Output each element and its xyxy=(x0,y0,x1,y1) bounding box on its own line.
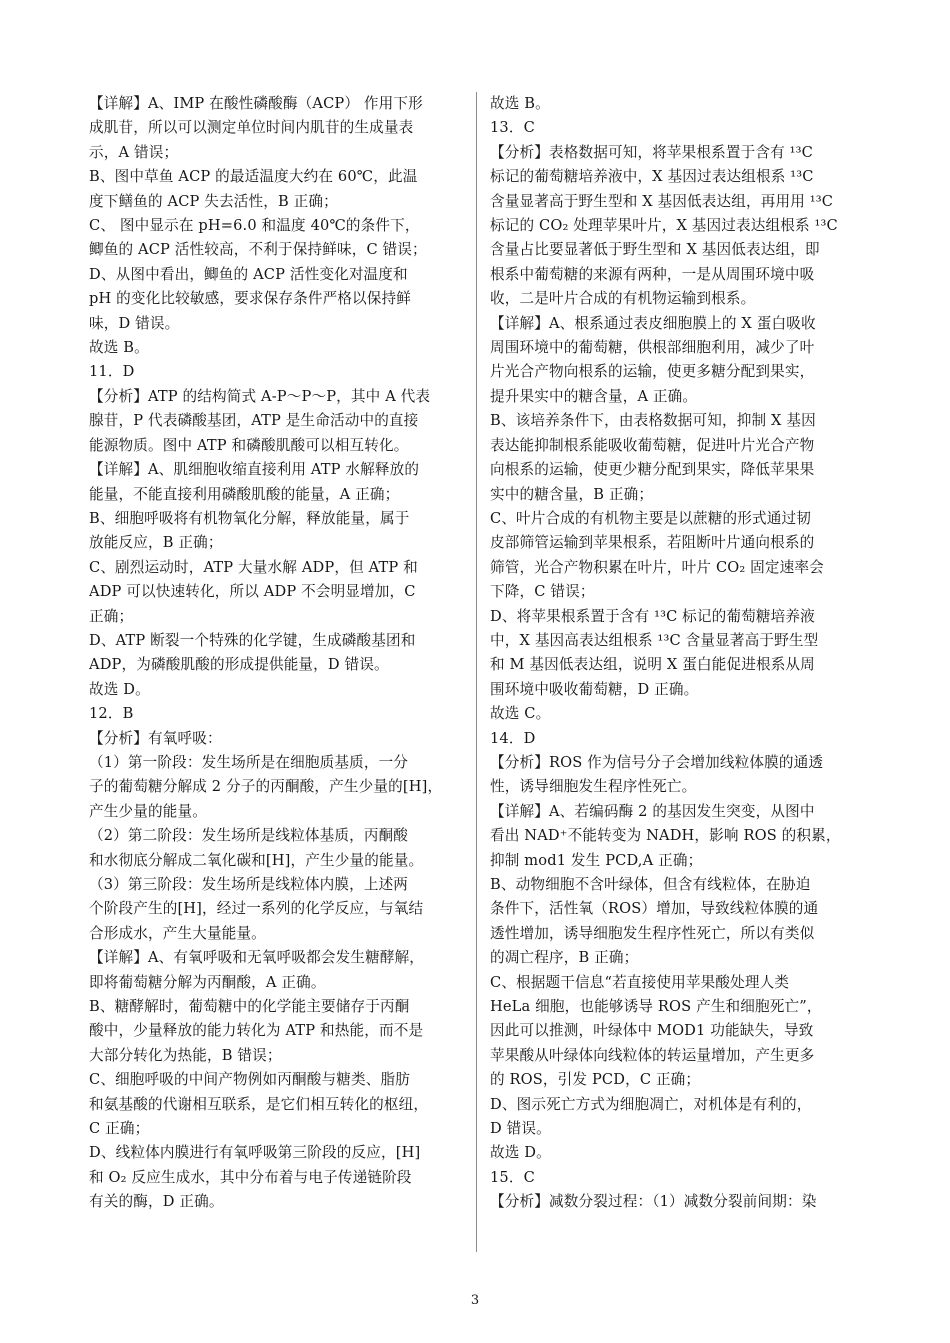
text-line: 周围环境中的葡萄糖，供根部细胞利用，减少了叶 xyxy=(490,339,815,357)
text-line: C、细胞呼吸的中间产物例如丙酮酸与糖类、脂肪 xyxy=(89,1071,410,1089)
text-line: 条件下，活性氧（ROS）增加，导致线粒体膜的通 xyxy=(490,900,819,918)
text-line: 故选 B。 xyxy=(89,339,149,357)
text-line: 故选 B。 xyxy=(490,95,550,112)
text-line: 正确； xyxy=(89,607,134,625)
text-line: D 错误。 xyxy=(490,1120,551,1138)
text-line: 产生少量的能量。 xyxy=(89,802,207,820)
text-line: 鲫鱼的 ACP 活性较高，不利于保持鲜味，C 错误； xyxy=(89,241,427,259)
text-line: B、糖酵解时，葡萄糖中的化学能主要储存于丙酮 xyxy=(89,998,410,1016)
text-line: 片光合产物向根系的运输，使更多糖分配到果实， xyxy=(490,363,815,381)
text-line: C、 图中显示在 pH=6.0 和温度 40℃的条件下， xyxy=(89,217,420,235)
text-line: ADP 可以快速转化，所以 ADP 不会明显增加，C xyxy=(89,583,416,601)
text-line: 故选 C。 xyxy=(490,705,551,723)
text-line: ADP，为磷酸肌酸的形成提供能量，D 错误。 xyxy=(89,656,389,674)
text-line: 筛管，光合产物积累在叶片，叶片 CO₂ 固定速率会 xyxy=(490,558,824,576)
question-number: 12．B xyxy=(89,705,134,723)
text-line: 苹果酸从叶绿体向线粒体的转运量增加，产生更多 xyxy=(490,1046,815,1064)
text-line: D、ATP 断裂一个特殊的化学键，生成磷酸基团和 xyxy=(89,631,416,649)
text-line: （3）第三阶段：发生场所是线粒体内膜，上述两 xyxy=(89,876,409,893)
question-number: 11．D xyxy=(89,363,135,381)
text-line: 【详解】A、肌细胞收缩直接利用 ATP 水解释放的 xyxy=(89,461,420,479)
text-line: 合形成水，产生大量能量。 xyxy=(89,924,266,942)
text-line: 大部分转化为热能，B 错误； xyxy=(89,1046,282,1064)
text-line: pH 的变化比较敏感，要求保存条件严格以保持鲜 xyxy=(89,290,412,308)
text-line: D、线粒体内膜进行有氧呼吸第三阶段的反应，[H] xyxy=(89,1144,421,1162)
text-line: 【分析】减数分裂过程：（1）减数分裂前间期：染 xyxy=(490,1193,817,1211)
left-column xyxy=(89,92,464,1215)
text-line: 【分析】ATP 的结构简式 A-P～P～P，其中 A 代表 xyxy=(89,387,431,405)
text-line: 能源物质。图中 ATP 和磷酸肌酸可以相互转化。 xyxy=(89,436,409,454)
text-line: 子的葡萄糖分解成 2 分子的丙酮酸，产生少量的[H]， xyxy=(89,778,443,796)
text-line: B、该培养条件下，由表格数据可知，抑制 X 基因 xyxy=(490,412,816,430)
text-line: 有关的酶，D 正确。 xyxy=(89,1193,224,1211)
question-number: 13．C xyxy=(490,119,535,137)
text-line: 看出 NAD⁺不能转变为 NADH，影响 ROS 的积累， xyxy=(490,827,841,845)
text-line: 围环境中吸收葡萄糖，D 正确。 xyxy=(490,680,699,698)
text-line: 表达能抑制根系能吸收葡萄糖，促进叶片光合产物 xyxy=(490,436,815,454)
text-line: D、图示死亡方式为细胞凋亡，对机体是有利的， xyxy=(490,1095,812,1113)
text-line: C、剧烈运动时，ATP 大量水解 ADP，但 ATP 和 xyxy=(89,558,418,576)
text-line: 的 ROS，引发 PCD，C 正确； xyxy=(490,1071,701,1089)
text-line: 中，X 基因高表达组根系 ¹³C 含量显著高于野生型 xyxy=(490,631,819,649)
text-line: 皮部筛管运输到苹果根系，若阻断叶片通向根系的 xyxy=(490,534,815,552)
text-line: 放能反应，B 正确； xyxy=(89,534,223,552)
text-line: 故选 D。 xyxy=(490,1144,551,1162)
question-number: 15．C xyxy=(490,1168,535,1186)
text-line: 个阶段产生的[H]，经过一系列的化学反应，与氧结 xyxy=(89,900,424,918)
text-line: 即将葡萄糖分解为丙酮酸，A 正确。 xyxy=(89,973,326,991)
text-line: 抑制 mod1 发生 PCD,A 正确； xyxy=(490,851,703,869)
text-line: 示，A 错误； xyxy=(89,143,179,161)
column-divider xyxy=(476,92,477,1252)
text-line: 【分析】ROS 作为信号分子会增加线粒体膜的通透 xyxy=(490,753,824,771)
text-line: 能量，不能直接利用磷酸肌酸的能量，A 正确； xyxy=(89,485,400,503)
text-line: 度下鳝鱼的 ACP 失去活性，B 正确； xyxy=(89,192,338,210)
text-line: C 正确； xyxy=(89,1120,150,1138)
text-line: 成肌苷，所以可以测定单位时间内肌苷的生成量表 xyxy=(89,119,414,137)
text-line: 因此可以推测，叶绿体中 MOD1 功能缺失，导致 xyxy=(490,1022,814,1040)
text-line: 【分析】表格数据可知，将苹果根系置于含有 ¹³C xyxy=(490,143,813,161)
right-column xyxy=(490,92,865,1215)
text-line: 提升果实中的糖含量，A 正确。 xyxy=(490,387,698,405)
page-number: 3 xyxy=(470,1293,480,1308)
text-line: 含量占比要显著低于野生型和 X 基因低表达组，即 xyxy=(490,241,820,259)
text-line: 【详解】A、有氧呼吸和无氧呼吸都会发生糖酵解， xyxy=(89,949,425,967)
text-line: 标记的葡萄糖培养液中，X 基因过表达组根系 ¹³C xyxy=(490,168,814,186)
text-line: 腺苷，P 代表磷酸基团，ATP 是生命活动中的直接 xyxy=(89,412,419,430)
text-line: 酸中，少量释放的能力转化为 ATP 和热能，而不是 xyxy=(89,1022,424,1040)
text-line: D、将苹果根系置于含有 ¹³C 标记的葡萄糖培养液 xyxy=(490,607,815,625)
text-line: 收，二是叶片合成的有机物运输到根系。 xyxy=(490,290,756,308)
text-line: B、细胞呼吸将有机物氧化分解，释放能量，属于 xyxy=(89,509,410,527)
text-line: B、动物细胞不含叶绿体，但含有线粒体，在胁迫 xyxy=(490,876,811,893)
text-line: 向根系的运输，使更少糖分配到果实，降低苹果果 xyxy=(490,461,815,479)
text-line: 【详解】A、IMP 在酸性磷酸酶（ACP） 作用下形 xyxy=(89,95,423,112)
text-line: （2）第二阶段：发生场所是线粒体基质，丙酮酸 xyxy=(89,827,409,845)
text-line: 和 O₂ 反应生成水，其中分布着与电子传递链阶段 xyxy=(89,1168,412,1186)
text-line: 【详解】A、根系通过表皮细胞膜上的 X 蛋白吸收 xyxy=(490,314,816,332)
text-line: 和 M 基因低表达组，说明 X 蛋白能促进根系从周 xyxy=(490,656,815,674)
question-number: 14．D xyxy=(490,729,536,747)
text-line: D、从图中看出，鲫鱼的 ACP 活性变化对温度和 xyxy=(89,265,408,283)
text-line: 透性增加，诱导细胞发生程序性死亡，所以有类似 xyxy=(490,924,815,942)
text-line: 性，诱导细胞发生程序性死亡。 xyxy=(490,778,697,796)
text-line: 实中的糖含量，B 正确； xyxy=(490,485,654,503)
text-line: C、叶片合成的有机物主要是以蔗糖的形式通过韧 xyxy=(490,509,811,527)
text-line: 故选 D。 xyxy=(89,680,150,698)
text-line: 和水彻底分解成二氧化碳和[H]，产生少量的能量。 xyxy=(89,851,424,869)
text-line: 标记的 CO₂ 处理苹果叶片，X 基因过表达组根系 ¹³C xyxy=(490,217,838,235)
text-line: 和氨基酸的代谢相互联系，是它们相互转化的枢纽， xyxy=(89,1095,429,1113)
text-line: B、图中草鱼 ACP 的最适温度大约在 60℃，此温 xyxy=(89,168,418,186)
text-line: 的凋亡程序，B 正确； xyxy=(490,949,639,967)
text-line: 味，D 错误。 xyxy=(89,314,180,332)
text-line: 【分析】有氧呼吸： xyxy=(89,729,222,747)
text-line: 含量显著高于野生型和 X 基因低表达组，再用用 ¹³C xyxy=(490,192,834,210)
text-line: 【详解】A、若编码酶 2 的基因发生突变，从图中 xyxy=(490,802,815,820)
text-line: 根系中葡萄糖的来源有两种，一是从周围环境中吸 xyxy=(490,265,815,283)
text-line: HeLa 细胞，也能够诱导 ROS 产生和细胞死亡”， xyxy=(490,998,822,1016)
text-line: （1）第一阶段：发生场所是在细胞质基质，一分 xyxy=(89,753,409,771)
text-line: 下降，C 错误； xyxy=(490,583,595,601)
text-line: C、根据题干信息“若直接使用苹果酸处理人类 xyxy=(490,973,790,991)
